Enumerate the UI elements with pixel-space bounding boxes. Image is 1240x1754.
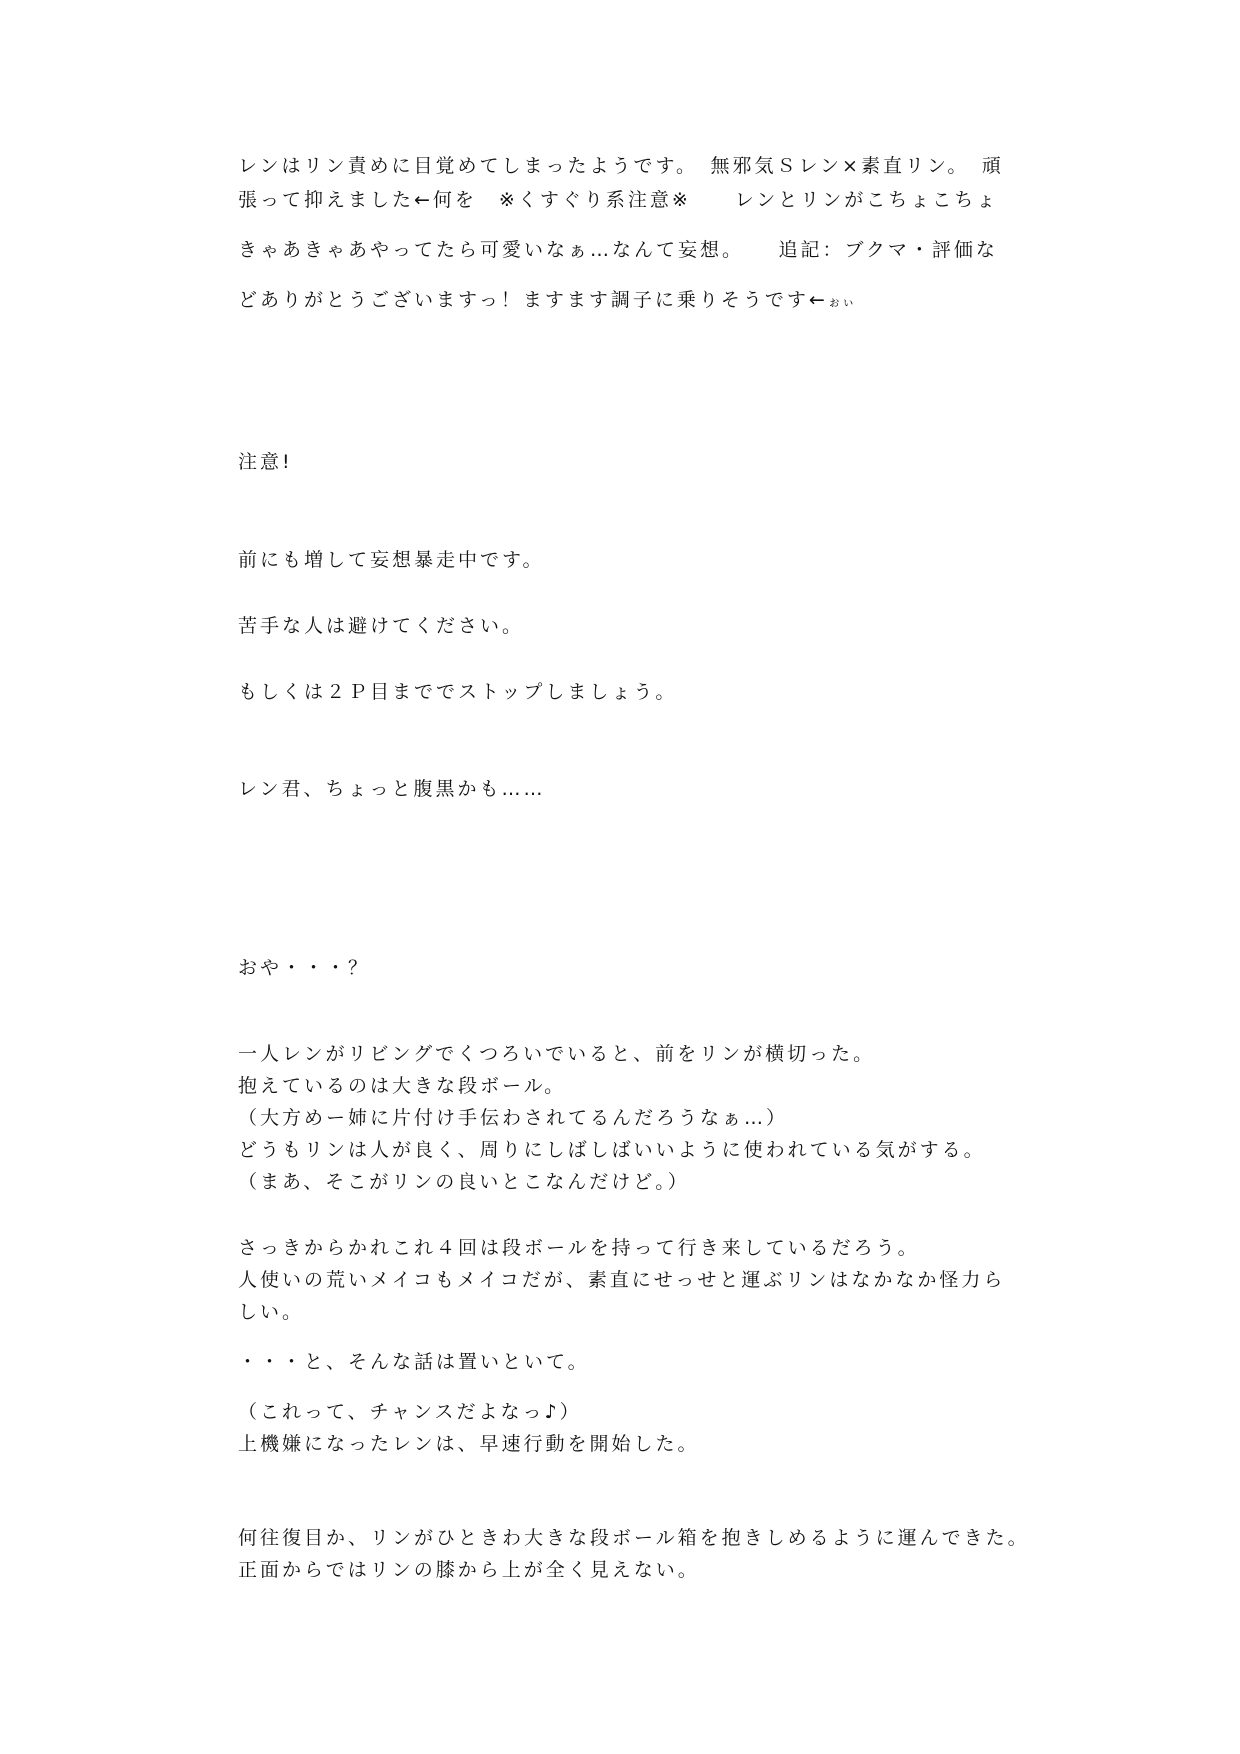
- warning-line-1: 前にも増して妄想暴走中です。: [238, 549, 545, 571]
- intro-line-2: 張って抑えました←何を ※くすぐり系注意※ レンとリンがこちょこちょ: [238, 189, 999, 211]
- story-p2-line-4: どうもリンは人が良く、周りにしばしばいいように使われている気がする。: [238, 1139, 986, 1161]
- story-p2-line-2: 抱えているのは大きな段ボール。: [238, 1075, 567, 1097]
- story-p3-line-3: しい。: [238, 1301, 305, 1323]
- story-p2-line-5: （まあ、そこがリンの良いとこなんだけど。）: [238, 1171, 690, 1193]
- warning-line-3: もしくは２Ｐ目まででストップしましょう。: [238, 681, 678, 703]
- intro-line-4: [238, 288, 1018, 315]
- story-p2-line-3: （大方めー姉に片付け手伝わされてるんだろうなぁ…）: [238, 1107, 789, 1129]
- story-p5-line-1: （これって、チャンスだよなっ♪）: [238, 1401, 582, 1423]
- story-p6-line-1: 何往復目か、リンがひときわ大きな段ボール箱を抱きしめるように運んできた。: [238, 1527, 1030, 1549]
- story-p1: おや・・・？: [238, 957, 371, 979]
- warning-heading: 注意!: [238, 451, 293, 473]
- story-p3-line-2: 人使いの荒いメイコもメイコだが、素直にせっせと運ぶリンはなかなか怪力ら: [238, 1269, 1006, 1291]
- story-p3-line-1: さっきからかれこれ４回は段ボールを持って行き来しているだろう。: [238, 1237, 920, 1259]
- story-p5-line-2: 上機嫌になったレンは、早速行動を開始した。: [238, 1433, 700, 1455]
- story-p6-line-2: 正面からではリンの膝から上が全く見えない。: [238, 1559, 700, 1581]
- warning-line-4: レン君、ちょっと腹黒かも……: [238, 778, 546, 800]
- intro-line-1: レンはリン責めに目覚めてしまったようです。 無邪気Ｓレン×素直リン。 頑: [238, 155, 1004, 177]
- intro-line-4-main: どありがとうございますっ！ますます調子に乗りそうです←: [238, 289, 828, 311]
- story-p4: ・・・と、そんな話は置いといて。: [238, 1351, 590, 1373]
- story-p2-line-1: 一人レンがリビングでくつろいでいると、前をリンが横切った。: [238, 1043, 876, 1065]
- intro-line-3: きゃあきゃあやってたら可愛いなぁ…なんて妄想。 追記：ブクマ・評価な: [238, 239, 998, 261]
- warning-line-2: 苦手な人は避けてください。: [238, 615, 525, 637]
- intro-line-4-small: ぉぃ: [827, 295, 856, 310]
